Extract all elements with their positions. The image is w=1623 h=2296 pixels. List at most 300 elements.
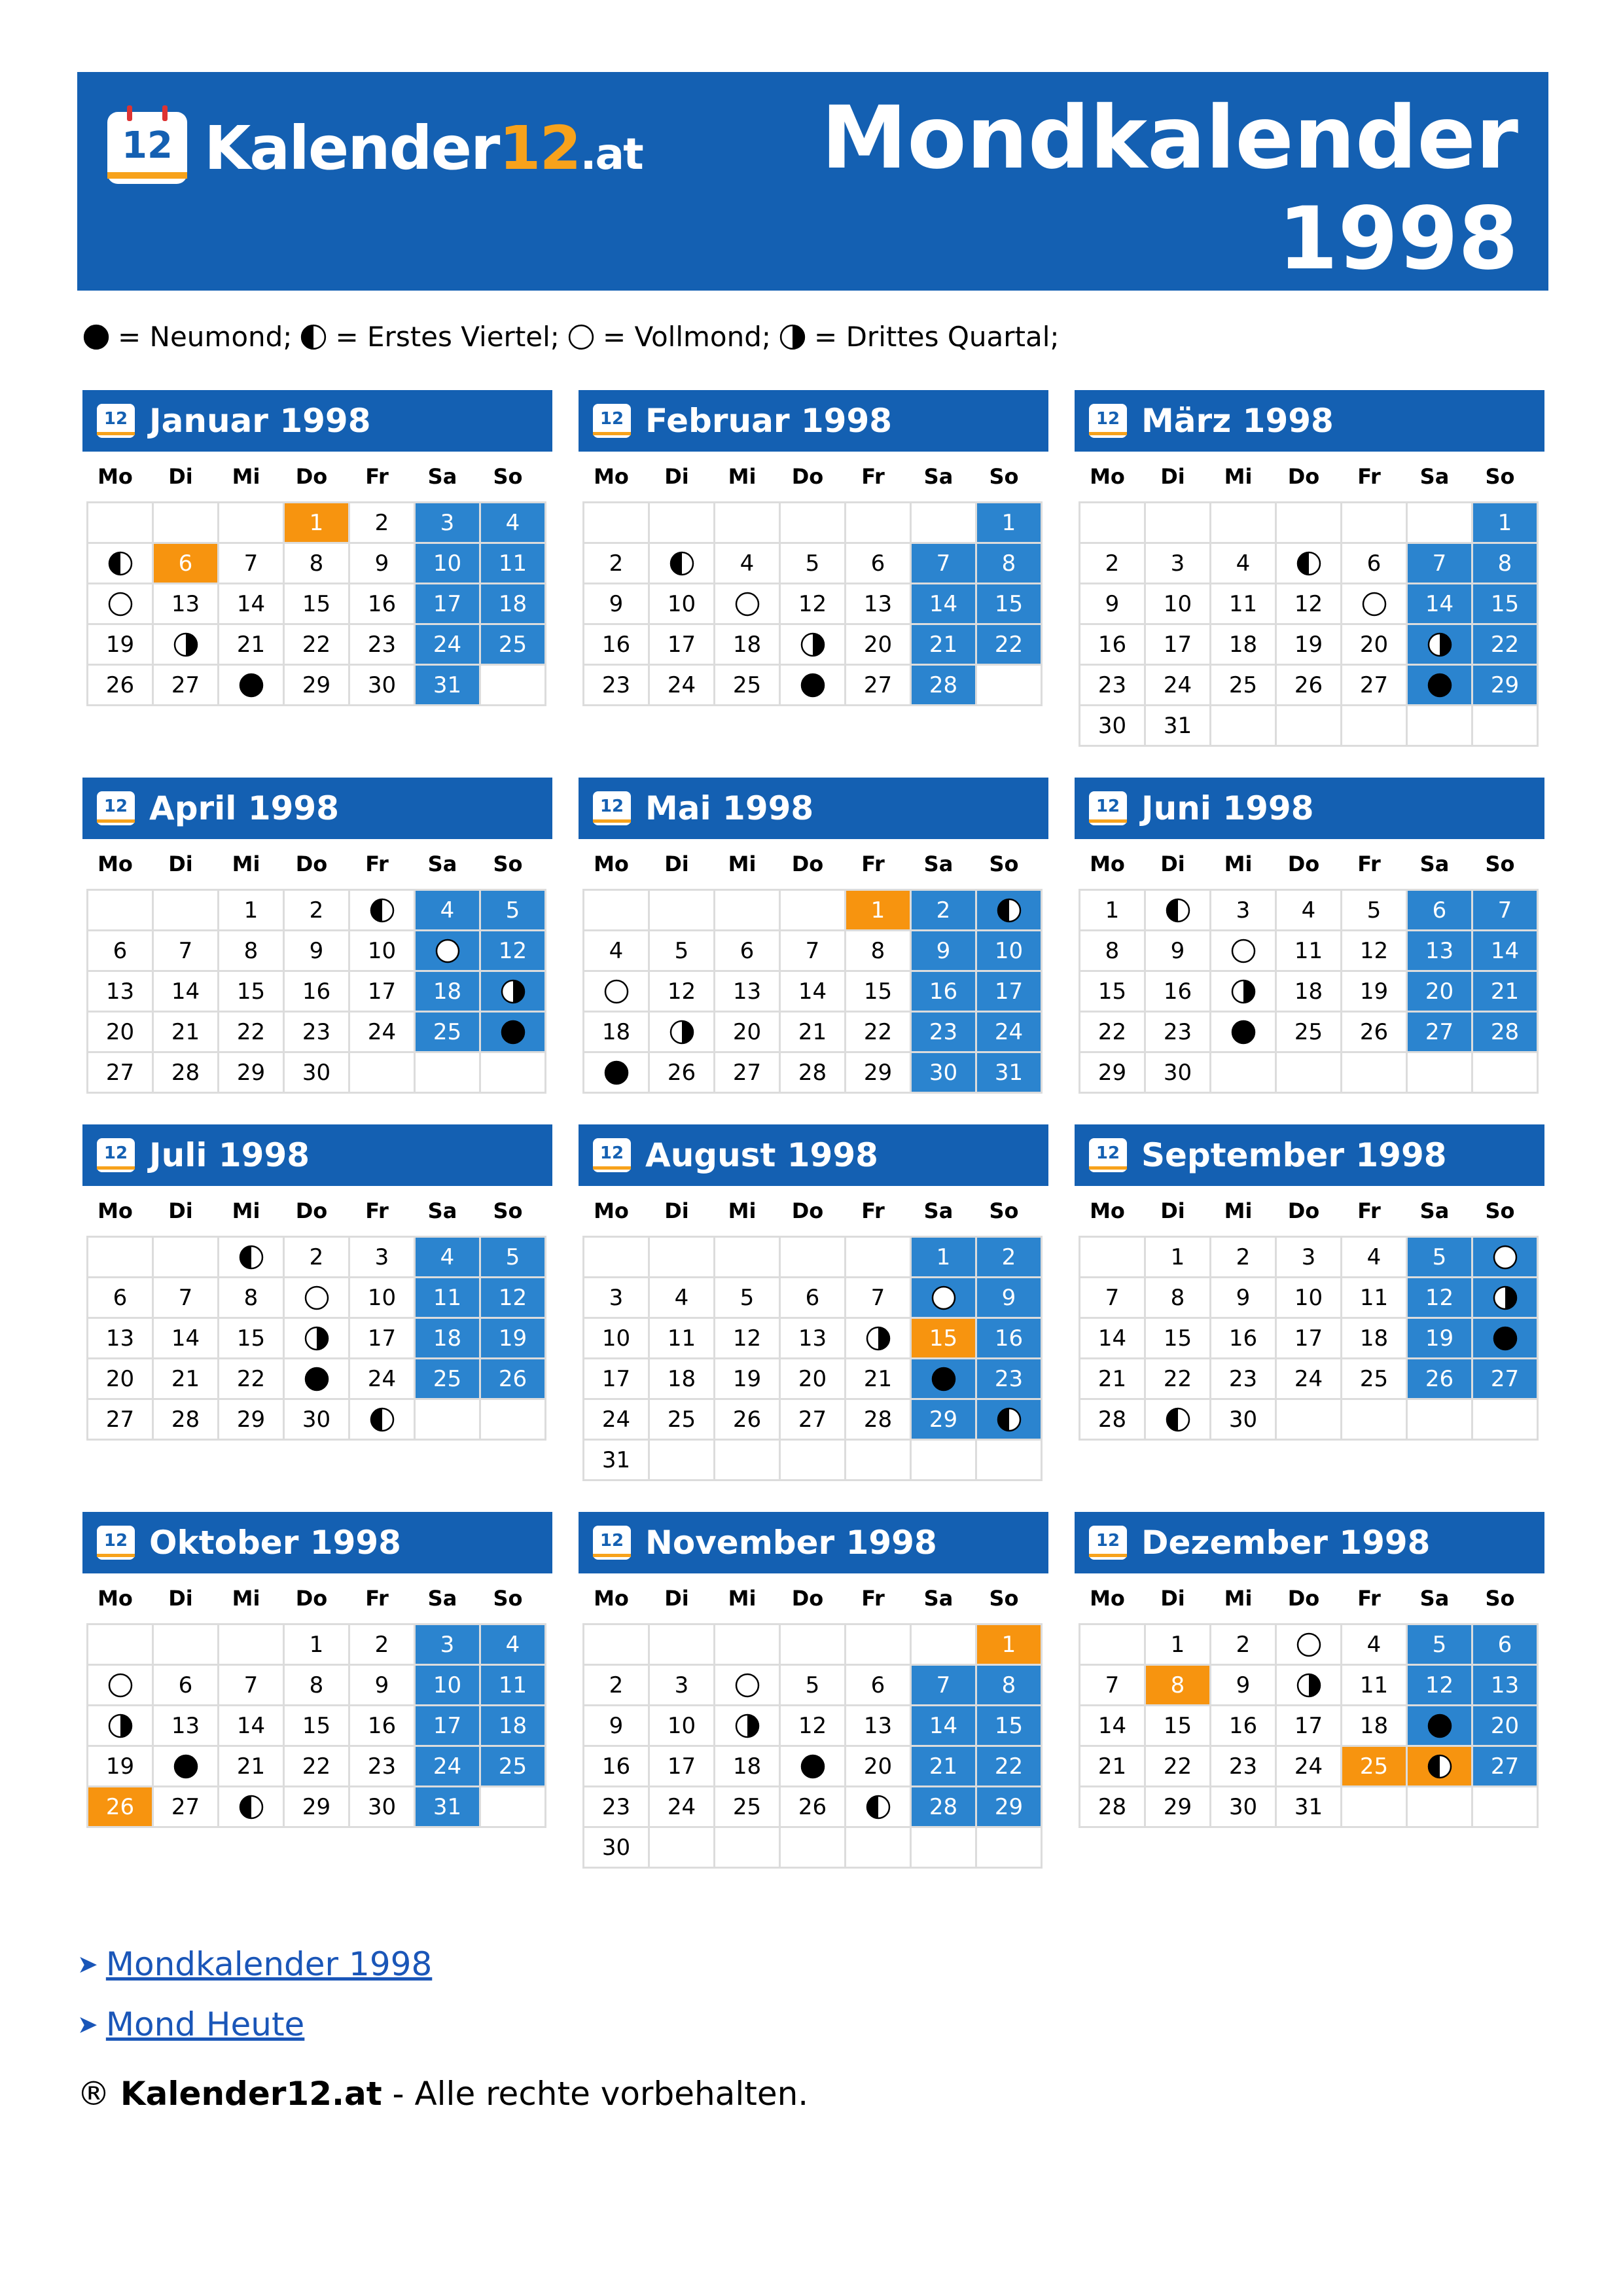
day-cell[interactable]: 15 — [1080, 972, 1146, 1013]
day-cell[interactable]: 12 — [650, 972, 715, 1013]
day-cell[interactable]: 1 — [285, 503, 350, 544]
day-cell[interactable]: 27 — [1473, 1359, 1539, 1400]
day-cell[interactable] — [88, 1706, 154, 1747]
day-cell[interactable] — [1277, 1625, 1342, 1666]
day-cell[interactable]: 4 — [416, 1238, 481, 1278]
day-cell[interactable] — [1408, 666, 1473, 706]
day-cell[interactable]: 2 — [1211, 1238, 1277, 1278]
day-cell[interactable]: 16 — [1211, 1319, 1277, 1359]
day-cell[interactable]: 2 — [285, 891, 350, 931]
day-cell[interactable] — [285, 1359, 350, 1400]
day-cell[interactable]: 30 — [1080, 706, 1146, 747]
day-cell[interactable]: 8 — [1473, 544, 1539, 584]
day-cell[interactable] — [1408, 625, 1473, 666]
day-cell[interactable]: 29 — [912, 1400, 977, 1441]
day-cell[interactable]: 17 — [1277, 1706, 1342, 1747]
day-cell[interactable]: 24 — [1146, 666, 1211, 706]
day-cell[interactable]: 12 — [1408, 1666, 1473, 1706]
day-cell[interactable]: 14 — [1080, 1319, 1146, 1359]
day-cell[interactable] — [416, 931, 481, 972]
day-cell[interactable]: 7 — [219, 1666, 285, 1706]
day-cell[interactable]: 21 — [154, 1359, 219, 1400]
day-cell[interactable]: 1 — [1146, 1625, 1211, 1666]
day-cell[interactable] — [1146, 1400, 1211, 1441]
day-cell[interactable] — [1408, 1747, 1473, 1787]
day-cell[interactable]: 29 — [977, 1787, 1043, 1828]
day-cell[interactable]: 15 — [912, 1319, 977, 1359]
day-cell[interactable]: 6 — [781, 1278, 846, 1319]
day-cell[interactable]: 21 — [154, 1013, 219, 1053]
day-cell[interactable]: 13 — [846, 1706, 912, 1747]
day-cell[interactable]: 5 — [1408, 1625, 1473, 1666]
day-cell[interactable]: 26 — [650, 1053, 715, 1094]
day-cell[interactable]: 5 — [1342, 891, 1408, 931]
day-cell[interactable] — [219, 666, 285, 706]
day-cell[interactable]: 3 — [1211, 891, 1277, 931]
day-cell[interactable]: 6 — [846, 1666, 912, 1706]
day-cell[interactable]: 13 — [1473, 1666, 1539, 1706]
day-cell[interactable]: 30 — [350, 666, 416, 706]
day-cell[interactable]: 20 — [88, 1013, 154, 1053]
day-cell[interactable]: 27 — [88, 1053, 154, 1094]
day-cell[interactable]: 17 — [977, 972, 1043, 1013]
day-cell[interactable]: 8 — [977, 1666, 1043, 1706]
day-cell[interactable]: 4 — [650, 1278, 715, 1319]
day-cell[interactable] — [846, 1787, 912, 1828]
mondkalender-link[interactable]: Mondkalender 1998 — [105, 1945, 433, 1983]
day-cell[interactable]: 7 — [154, 1278, 219, 1319]
day-cell[interactable]: 25 — [715, 666, 781, 706]
day-cell[interactable]: 8 — [285, 544, 350, 584]
day-cell[interactable]: 20 — [715, 1013, 781, 1053]
day-cell[interactable]: 10 — [650, 584, 715, 625]
day-cell[interactable]: 14 — [1080, 1706, 1146, 1747]
day-cell[interactable]: 16 — [977, 1319, 1043, 1359]
day-cell[interactable]: 14 — [1408, 584, 1473, 625]
day-cell[interactable]: 13 — [1408, 931, 1473, 972]
day-cell[interactable]: 11 — [416, 1278, 481, 1319]
day-cell[interactable]: 24 — [350, 1359, 416, 1400]
day-cell[interactable] — [481, 972, 546, 1013]
day-cell[interactable]: 13 — [154, 1706, 219, 1747]
day-cell[interactable]: 18 — [1211, 625, 1277, 666]
mond-heute-link[interactable]: Mond Heute — [105, 2005, 305, 2043]
day-cell[interactable]: 17 — [416, 584, 481, 625]
day-cell[interactable]: 12 — [715, 1319, 781, 1359]
day-cell[interactable]: 31 — [584, 1441, 650, 1481]
day-cell[interactable]: 17 — [416, 1706, 481, 1747]
day-cell[interactable]: 11 — [1342, 1666, 1408, 1706]
day-cell[interactable]: 18 — [715, 625, 781, 666]
day-cell[interactable]: 21 — [1080, 1359, 1146, 1400]
day-cell[interactable]: 24 — [650, 666, 715, 706]
day-cell[interactable]: 18 — [1277, 972, 1342, 1013]
day-cell[interactable]: 8 — [1146, 1278, 1211, 1319]
day-cell[interactable]: 29 — [219, 1053, 285, 1094]
day-cell[interactable] — [584, 972, 650, 1013]
day-cell[interactable]: 10 — [416, 1666, 481, 1706]
day-cell[interactable]: 4 — [481, 1625, 546, 1666]
day-cell[interactable]: 22 — [977, 625, 1043, 666]
day-cell[interactable]: 23 — [1211, 1747, 1277, 1787]
day-cell[interactable]: 2 — [350, 1625, 416, 1666]
day-cell[interactable]: 10 — [350, 1278, 416, 1319]
day-cell[interactable]: 30 — [350, 1787, 416, 1828]
day-cell[interactable]: 20 — [1473, 1706, 1539, 1747]
day-cell[interactable]: 2 — [1080, 544, 1146, 584]
day-cell[interactable]: 6 — [88, 1278, 154, 1319]
day-cell[interactable]: 7 — [1473, 891, 1539, 931]
day-cell[interactable]: 6 — [1473, 1625, 1539, 1666]
day-cell[interactable]: 26 — [88, 1787, 154, 1828]
day-cell[interactable] — [1342, 584, 1408, 625]
day-cell[interactable] — [846, 1319, 912, 1359]
day-cell[interactable]: 1 — [1146, 1238, 1211, 1278]
day-cell[interactable]: 25 — [416, 1359, 481, 1400]
day-cell[interactable]: 3 — [416, 1625, 481, 1666]
day-cell[interactable]: 23 — [584, 666, 650, 706]
day-cell[interactable]: 2 — [285, 1238, 350, 1278]
day-cell[interactable]: 20 — [1342, 625, 1408, 666]
day-cell[interactable] — [350, 1400, 416, 1441]
day-cell[interactable] — [1211, 972, 1277, 1013]
day-cell[interactable]: 21 — [781, 1013, 846, 1053]
day-cell[interactable]: 25 — [481, 625, 546, 666]
day-cell[interactable]: 18 — [481, 584, 546, 625]
day-cell[interactable]: 27 — [715, 1053, 781, 1094]
day-cell[interactable]: 27 — [1473, 1747, 1539, 1787]
day-cell[interactable]: 11 — [650, 1319, 715, 1359]
day-cell[interactable]: 25 — [1342, 1747, 1408, 1787]
day-cell[interactable]: 6 — [715, 931, 781, 972]
day-cell[interactable]: 29 — [219, 1400, 285, 1441]
day-cell[interactable]: 29 — [285, 1787, 350, 1828]
day-cell[interactable]: 8 — [285, 1666, 350, 1706]
day-cell[interactable]: 25 — [481, 1747, 546, 1787]
day-cell[interactable] — [481, 1013, 546, 1053]
day-cell[interactable]: 30 — [285, 1053, 350, 1094]
day-cell[interactable]: 6 — [154, 1666, 219, 1706]
day-cell[interactable]: 2 — [584, 544, 650, 584]
day-cell[interactable]: 18 — [715, 1747, 781, 1787]
day-cell[interactable]: 26 — [88, 666, 154, 706]
day-cell[interactable]: 30 — [584, 1828, 650, 1869]
day-cell[interactable]: 14 — [219, 1706, 285, 1747]
day-cell[interactable]: 22 — [1146, 1359, 1211, 1400]
day-cell[interactable]: 6 — [154, 544, 219, 584]
day-cell[interactable]: 30 — [912, 1053, 977, 1094]
day-cell[interactable]: 19 — [481, 1319, 546, 1359]
day-cell[interactable]: 2 — [1211, 1625, 1277, 1666]
day-cell[interactable]: 28 — [1080, 1787, 1146, 1828]
day-cell[interactable]: 19 — [1408, 1319, 1473, 1359]
day-cell[interactable]: 31 — [977, 1053, 1043, 1094]
day-cell[interactable] — [781, 666, 846, 706]
day-cell[interactable]: 27 — [846, 666, 912, 706]
day-cell[interactable]: 14 — [219, 584, 285, 625]
day-cell[interactable]: 3 — [1146, 544, 1211, 584]
day-cell[interactable]: 9 — [1211, 1278, 1277, 1319]
day-cell[interactable]: 3 — [350, 1238, 416, 1278]
day-cell[interactable]: 3 — [416, 503, 481, 544]
day-cell[interactable]: 14 — [154, 1319, 219, 1359]
day-cell[interactable]: 8 — [219, 931, 285, 972]
day-cell[interactable] — [219, 1787, 285, 1828]
day-cell[interactable]: 14 — [154, 972, 219, 1013]
day-cell[interactable]: 9 — [912, 931, 977, 972]
day-cell[interactable]: 18 — [416, 1319, 481, 1359]
day-cell[interactable]: 7 — [1408, 544, 1473, 584]
day-cell[interactable]: 13 — [846, 584, 912, 625]
day-cell[interactable]: 26 — [781, 1787, 846, 1828]
day-cell[interactable]: 15 — [846, 972, 912, 1013]
day-cell[interactable]: 23 — [1146, 1013, 1211, 1053]
day-cell[interactable]: 1 — [912, 1238, 977, 1278]
day-cell[interactable]: 14 — [1473, 931, 1539, 972]
day-cell[interactable]: 31 — [1146, 706, 1211, 747]
day-cell[interactable] — [1408, 1706, 1473, 1747]
day-cell[interactable]: 16 — [584, 625, 650, 666]
day-cell[interactable]: 25 — [416, 1013, 481, 1053]
day-cell[interactable]: 19 — [1342, 972, 1408, 1013]
day-cell[interactable]: 26 — [1277, 666, 1342, 706]
day-cell[interactable]: 1 — [1080, 891, 1146, 931]
day-cell[interactable] — [1473, 1278, 1539, 1319]
day-cell[interactable]: 1 — [977, 1625, 1043, 1666]
day-cell[interactable]: 2 — [584, 1666, 650, 1706]
day-cell[interactable]: 24 — [650, 1787, 715, 1828]
day-cell[interactable]: 1 — [977, 503, 1043, 544]
day-cell[interactable]: 28 — [154, 1400, 219, 1441]
day-cell[interactable]: 29 — [1473, 666, 1539, 706]
day-cell[interactable] — [88, 1666, 154, 1706]
day-cell[interactable] — [88, 584, 154, 625]
day-cell[interactable]: 23 — [285, 1013, 350, 1053]
day-cell[interactable] — [154, 1747, 219, 1787]
day-cell[interactable]: 5 — [650, 931, 715, 972]
day-cell[interactable]: 17 — [650, 1747, 715, 1787]
day-cell[interactable]: 12 — [481, 1278, 546, 1319]
day-cell[interactable]: 29 — [285, 666, 350, 706]
day-cell[interactable]: 16 — [350, 584, 416, 625]
day-cell[interactable]: 21 — [219, 1747, 285, 1787]
day-cell[interactable]: 15 — [1473, 584, 1539, 625]
day-cell[interactable] — [1277, 544, 1342, 584]
day-cell[interactable]: 8 — [846, 931, 912, 972]
day-cell[interactable]: 16 — [912, 972, 977, 1013]
day-cell[interactable]: 18 — [1342, 1319, 1408, 1359]
day-cell[interactable] — [154, 625, 219, 666]
day-cell[interactable]: 11 — [1342, 1278, 1408, 1319]
day-cell[interactable]: 30 — [285, 1400, 350, 1441]
day-cell[interactable]: 4 — [481, 503, 546, 544]
day-cell[interactable]: 21 — [912, 1747, 977, 1787]
day-cell[interactable]: 3 — [650, 1666, 715, 1706]
day-cell[interactable]: 1 — [846, 891, 912, 931]
day-cell[interactable]: 17 — [350, 1319, 416, 1359]
day-cell[interactable]: 12 — [781, 1706, 846, 1747]
day-cell[interactable]: 28 — [1473, 1013, 1539, 1053]
day-cell[interactable]: 7 — [912, 544, 977, 584]
day-cell[interactable]: 16 — [1211, 1706, 1277, 1747]
day-cell[interactable]: 13 — [88, 1319, 154, 1359]
day-cell[interactable] — [1211, 931, 1277, 972]
day-cell[interactable]: 20 — [781, 1359, 846, 1400]
day-cell[interactable]: 4 — [584, 931, 650, 972]
day-cell[interactable]: 10 — [650, 1706, 715, 1747]
day-cell[interactable] — [1211, 1013, 1277, 1053]
day-cell[interactable]: 13 — [88, 972, 154, 1013]
day-cell[interactable] — [977, 1400, 1043, 1441]
day-cell[interactable]: 13 — [781, 1319, 846, 1359]
day-cell[interactable]: 8 — [1080, 931, 1146, 972]
day-cell[interactable]: 28 — [912, 1787, 977, 1828]
day-cell[interactable]: 27 — [1342, 666, 1408, 706]
day-cell[interactable]: 24 — [584, 1400, 650, 1441]
day-cell[interactable]: 6 — [846, 544, 912, 584]
day-cell[interactable]: 10 — [977, 931, 1043, 972]
day-cell[interactable]: 8 — [977, 544, 1043, 584]
day-cell[interactable]: 21 — [1080, 1747, 1146, 1787]
day-cell[interactable]: 18 — [1342, 1706, 1408, 1747]
day-cell[interactable]: 12 — [781, 584, 846, 625]
day-cell[interactable]: 5 — [1408, 1238, 1473, 1278]
day-cell[interactable]: 4 — [1277, 891, 1342, 931]
day-cell[interactable]: 17 — [584, 1359, 650, 1400]
site-logo[interactable] — [107, 109, 643, 187]
day-cell[interactable] — [977, 891, 1043, 931]
day-cell[interactable]: 24 — [416, 625, 481, 666]
day-cell[interactable]: 28 — [781, 1053, 846, 1094]
day-cell[interactable]: 9 — [1211, 1666, 1277, 1706]
day-cell[interactable]: 12 — [1342, 931, 1408, 972]
day-cell[interactable]: 23 — [350, 1747, 416, 1787]
day-cell[interactable]: 18 — [650, 1359, 715, 1400]
day-cell[interactable]: 22 — [219, 1359, 285, 1400]
day-cell[interactable]: 9 — [584, 1706, 650, 1747]
day-cell[interactable]: 10 — [1277, 1278, 1342, 1319]
day-cell[interactable]: 4 — [1211, 544, 1277, 584]
day-cell[interactable]: 27 — [154, 1787, 219, 1828]
day-cell[interactable]: 9 — [584, 584, 650, 625]
day-cell[interactable]: 29 — [1080, 1053, 1146, 1094]
day-cell[interactable] — [781, 625, 846, 666]
day-cell[interactable]: 5 — [781, 544, 846, 584]
day-cell[interactable]: 16 — [584, 1747, 650, 1787]
day-cell[interactable]: 25 — [715, 1787, 781, 1828]
day-cell[interactable]: 20 — [1408, 972, 1473, 1013]
day-cell[interactable]: 23 — [350, 625, 416, 666]
day-cell[interactable]: 15 — [285, 1706, 350, 1747]
day-cell[interactable]: 20 — [846, 625, 912, 666]
day-cell[interactable]: 10 — [1146, 584, 1211, 625]
day-cell[interactable]: 22 — [219, 1013, 285, 1053]
day-cell[interactable]: 13 — [154, 584, 219, 625]
day-cell[interactable]: 17 — [1146, 625, 1211, 666]
day-cell[interactable]: 22 — [977, 1747, 1043, 1787]
day-cell[interactable]: 22 — [285, 625, 350, 666]
day-cell[interactable]: 19 — [715, 1359, 781, 1400]
day-cell[interactable]: 21 — [219, 625, 285, 666]
day-cell[interactable] — [715, 1666, 781, 1706]
day-cell[interactable]: 24 — [350, 1013, 416, 1053]
day-cell[interactable]: 5 — [481, 891, 546, 931]
day-cell[interactable]: 8 — [1146, 1666, 1211, 1706]
day-cell[interactable]: 15 — [285, 584, 350, 625]
day-cell[interactable]: 7 — [912, 1666, 977, 1706]
day-cell[interactable]: 24 — [416, 1747, 481, 1787]
day-cell[interactable]: 19 — [88, 625, 154, 666]
day-cell[interactable]: 23 — [912, 1013, 977, 1053]
day-cell[interactable]: 17 — [350, 972, 416, 1013]
day-cell[interactable] — [285, 1278, 350, 1319]
day-cell[interactable]: 10 — [350, 931, 416, 972]
day-cell[interactable]: 27 — [88, 1400, 154, 1441]
day-cell[interactable]: 2 — [977, 1238, 1043, 1278]
day-cell[interactable]: 13 — [715, 972, 781, 1013]
day-cell[interactable]: 6 — [88, 931, 154, 972]
day-cell[interactable]: 4 — [1342, 1238, 1408, 1278]
day-cell[interactable]: 15 — [977, 584, 1043, 625]
day-cell[interactable]: 14 — [912, 584, 977, 625]
day-cell[interactable]: 25 — [1342, 1359, 1408, 1400]
day-cell[interactable]: 8 — [219, 1278, 285, 1319]
day-cell[interactable]: 5 — [481, 1238, 546, 1278]
day-cell[interactable]: 28 — [1080, 1400, 1146, 1441]
day-cell[interactable]: 18 — [416, 972, 481, 1013]
day-cell[interactable] — [1473, 1238, 1539, 1278]
day-cell[interactable] — [912, 1278, 977, 1319]
day-cell[interactable]: 26 — [481, 1359, 546, 1400]
day-cell[interactable]: 23 — [584, 1787, 650, 1828]
day-cell[interactable]: 6 — [1408, 891, 1473, 931]
day-cell[interactable]: 18 — [584, 1013, 650, 1053]
day-cell[interactable]: 11 — [481, 544, 546, 584]
day-cell[interactable]: 14 — [912, 1706, 977, 1747]
day-cell[interactable]: 19 — [88, 1747, 154, 1787]
day-cell[interactable] — [715, 584, 781, 625]
day-cell[interactable]: 16 — [1080, 625, 1146, 666]
day-cell[interactable]: 1 — [285, 1625, 350, 1666]
day-cell[interactable]: 12 — [1277, 584, 1342, 625]
day-cell[interactable]: 15 — [219, 972, 285, 1013]
day-cell[interactable]: 26 — [1342, 1013, 1408, 1053]
day-cell[interactable] — [650, 1013, 715, 1053]
day-cell[interactable] — [285, 1319, 350, 1359]
day-cell[interactable]: 22 — [1080, 1013, 1146, 1053]
day-cell[interactable]: 11 — [481, 1666, 546, 1706]
day-cell[interactable]: 7 — [219, 544, 285, 584]
day-cell[interactable] — [912, 1359, 977, 1400]
day-cell[interactable] — [650, 544, 715, 584]
day-cell[interactable]: 3 — [1277, 1238, 1342, 1278]
day-cell[interactable]: 7 — [1080, 1666, 1146, 1706]
day-cell[interactable]: 5 — [715, 1278, 781, 1319]
day-cell[interactable]: 19 — [1277, 625, 1342, 666]
day-cell[interactable]: 4 — [715, 544, 781, 584]
day-cell[interactable]: 3 — [584, 1278, 650, 1319]
day-cell[interactable]: 9 — [1146, 931, 1211, 972]
day-cell[interactable]: 16 — [350, 1706, 416, 1747]
day-cell[interactable]: 15 — [1146, 1319, 1211, 1359]
day-cell[interactable]: 20 — [846, 1747, 912, 1787]
day-cell[interactable]: 2 — [350, 503, 416, 544]
day-cell[interactable]: 25 — [1277, 1013, 1342, 1053]
day-cell[interactable]: 17 — [1277, 1319, 1342, 1359]
day-cell[interactable]: 30 — [1146, 1053, 1211, 1094]
day-cell[interactable]: 28 — [846, 1400, 912, 1441]
day-cell[interactable]: 9 — [285, 931, 350, 972]
